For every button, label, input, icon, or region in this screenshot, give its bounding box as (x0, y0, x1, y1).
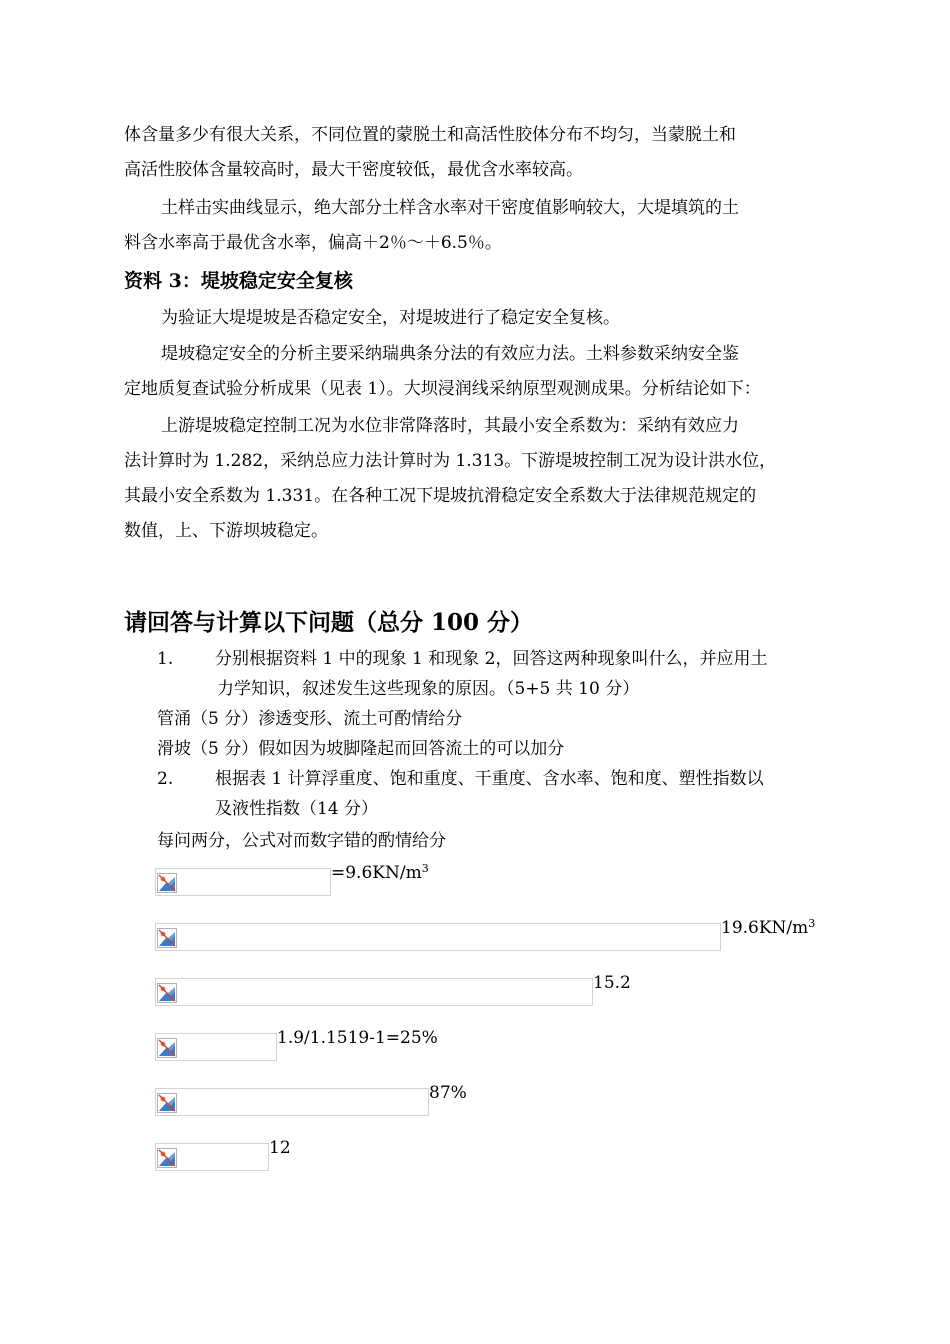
paragraph-verification (124, 301, 830, 336)
broken-image-icon (157, 1093, 177, 1113)
broken-image-icon (157, 983, 177, 1003)
paragraph-line: 上游堤坡稳定控制工况为水位非常降落时，其最小安全系数为：采纳有效应力 (161, 416, 739, 436)
question-line-text: 力学知识，叙述发生这些现象的原因。（5+5 共 10 分） (217, 679, 640, 699)
questions-heading: 请回答与计算以下问题（总分 100 分） (124, 609, 534, 636)
question-line: 及液性指数（14 分） (215, 799, 379, 819)
question-number: 1. (157, 649, 174, 669)
paragraph-analysis-method (124, 337, 830, 407)
paragraph-safety-factors (124, 409, 830, 549)
paragraph-line: 土样击实曲线显示，绝大部分土样含水率对干密度值影响较大，大堤填筑的土 (161, 198, 739, 218)
formula-result-text: 1.9/1.1519-1=25% (277, 1028, 438, 1048)
question-2 (157, 764, 837, 824)
paragraph-line: 为验证大堤堤坡是否稳定安全，对堤坡进行了稳定安全复核。 (161, 308, 620, 328)
paragraph-compaction-curve (124, 191, 830, 261)
question-number: 2. (157, 769, 174, 789)
formula-result-text: 19.6KN/m (721, 918, 809, 938)
question-line: 根据表 1 计算浮重度、饱和重度、干重度、含水率、饱和度、塑性指数以 (215, 769, 764, 789)
broken-image-icon (157, 928, 177, 948)
broken-image-icon (157, 1148, 177, 1168)
question-1 (157, 644, 837, 704)
formula-image-placeholder (155, 978, 593, 1006)
answer-note-scoring: 每问两分，公式对而数字错的酌情给分 (157, 831, 446, 851)
formula-result (269, 1137, 291, 1159)
paragraph-line: 体含量多少有很大关系，不同位置的蒙脱土和高活性胶体分布不均匀，当蒙脱土和 (124, 125, 736, 145)
answer-note-piping: 管涌（5 分）渗透变形、流土可酌情给分 (157, 709, 463, 729)
paragraph-line: 定地质复查试验分析成果（见表 1）。大坝浸润线采纳原型观测成果。分析结论如下： (124, 379, 761, 399)
formula-image-placeholder (155, 1143, 269, 1171)
formula-result-superscript: 3 (808, 917, 816, 930)
formula-result-superscript: 3 (421, 862, 429, 875)
paragraph-line: 堤坡稳定安全的分析主要采纳瑞典条分法的有效应力法。土料参数采纳安全鉴 (161, 344, 739, 364)
question-line: 分别根据资料 1 中的现象 1 和现象 2，回答这两种现象叫什么，并应用土 (215, 649, 768, 669)
paragraph-line: 数值，上、下游坝坡稳定。 (124, 521, 328, 541)
formula-result-text: =9.6KN/m (331, 863, 422, 883)
paragraph-clay-content (124, 118, 830, 188)
formula-result-text: 15.2 (593, 973, 631, 993)
answer-note-landslide: 滑坡（5 分）假如因为坡脚隆起而回答流土的可以加分 (157, 739, 565, 759)
broken-image-icon (157, 873, 177, 893)
paragraph-line: 料含水率高于最优含水率，偏高＋2％～＋6.5％。 (124, 233, 502, 253)
paragraph-line: 高活性胶体含量较高时，最大干密度较低，最优含水率较高。 (124, 160, 583, 180)
formula-image-placeholder (155, 1033, 277, 1061)
formula-result (721, 917, 815, 939)
broken-image-icon (157, 1038, 177, 1058)
question-line (215, 674, 640, 704)
formula-result (429, 1082, 467, 1104)
formula-result (331, 862, 429, 884)
formula-image-placeholder (155, 923, 721, 951)
formula-result (593, 972, 631, 994)
formula-result-text: 12 (269, 1138, 291, 1158)
formula-result (277, 1027, 438, 1049)
paragraph-line: 其最小安全系数为 1.331。在各种工况下堤坡抗滑稳定安全系数大于法律规范规定的 (124, 486, 757, 506)
section-heading-material-3: 资料 3：堤坡稳定安全复核 (124, 270, 353, 292)
formula-image-placeholder (155, 1088, 429, 1116)
formula-result-text: 87% (429, 1083, 467, 1103)
formula-image-placeholder (155, 868, 331, 896)
paragraph-line: 法计算时为 1.282，采纳总应力法计算时为 1.313。下游堤坡控制工况为设计洪水位， (124, 451, 777, 471)
